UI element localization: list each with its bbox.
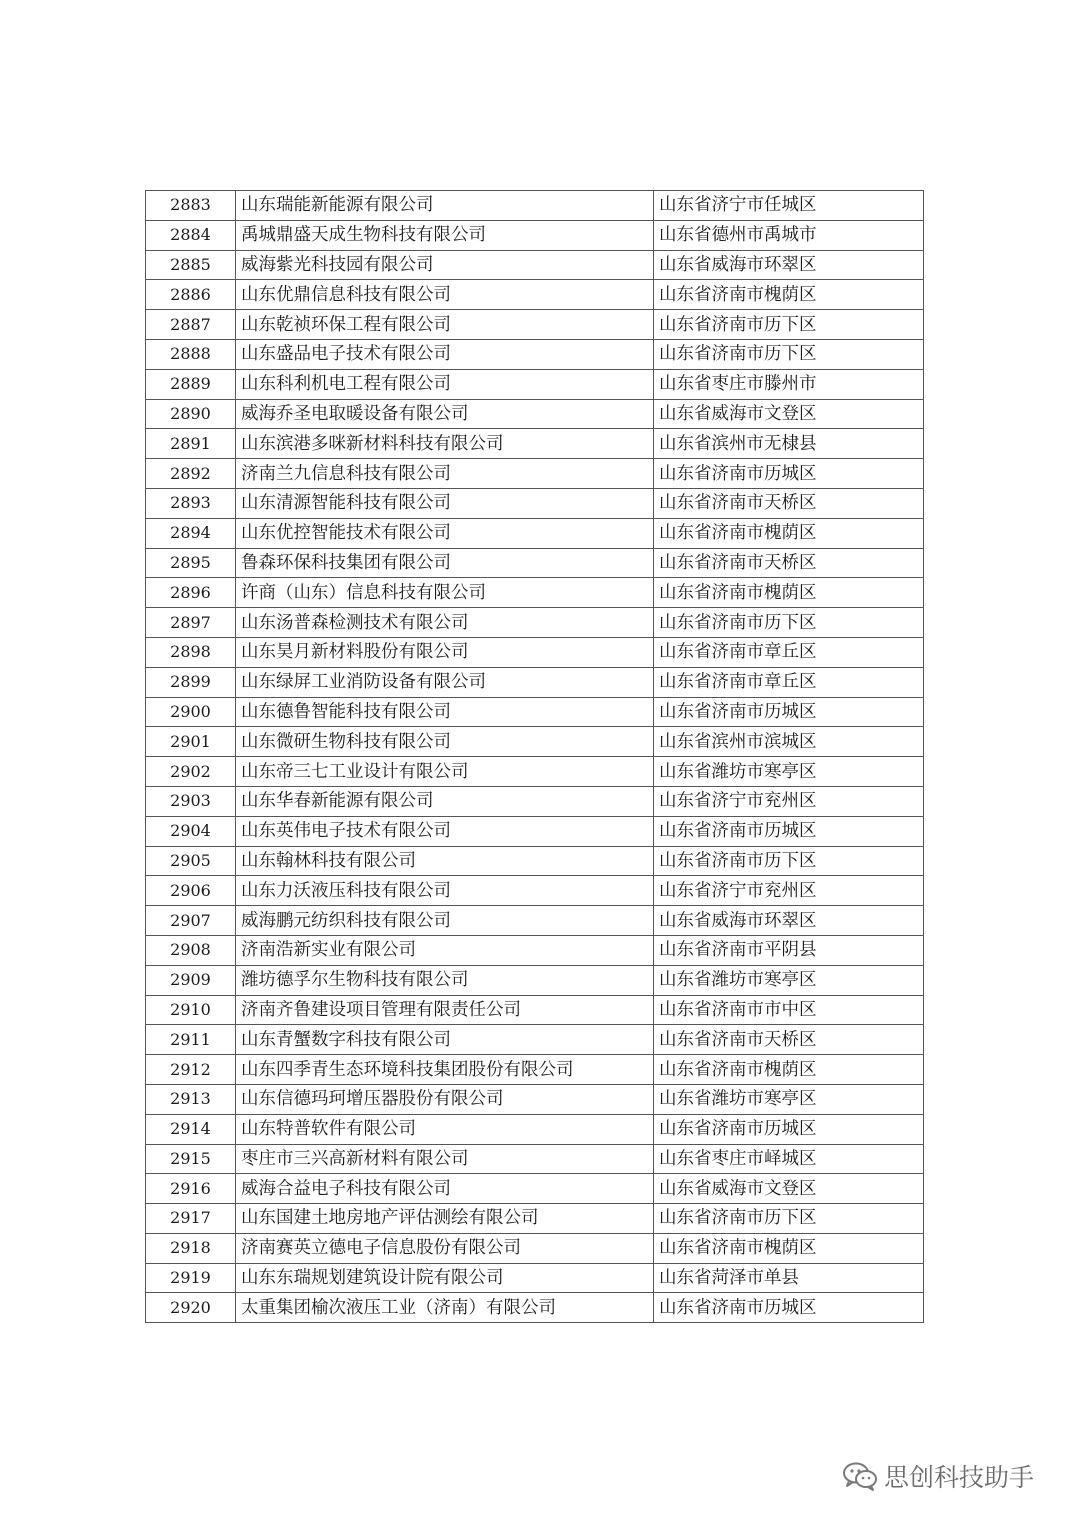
table-row bbox=[146, 578, 924, 608]
row-number: 2920 bbox=[146, 1293, 236, 1323]
row-number: 2904 bbox=[146, 816, 236, 846]
row-number: 2891 bbox=[146, 429, 236, 459]
table-row bbox=[146, 1233, 924, 1263]
table-row bbox=[146, 1055, 924, 1085]
company-name: 济南赛英立德电子信息股份有限公司 bbox=[236, 1233, 654, 1263]
row-number: 2902 bbox=[146, 757, 236, 787]
row-number: 2894 bbox=[146, 518, 236, 548]
company-name: 山东特普软件有限公司 bbox=[236, 1114, 654, 1144]
row-number: 2910 bbox=[146, 995, 236, 1025]
company-name: 山东滨港多咪新材料科技有限公司 bbox=[236, 429, 654, 459]
company-location: 山东省威海市文登区 bbox=[654, 399, 924, 429]
company-location: 山东省德州市禹城市 bbox=[654, 220, 924, 250]
table-row bbox=[146, 876, 924, 906]
row-number: 2916 bbox=[146, 1174, 236, 1204]
table-row bbox=[146, 965, 924, 995]
company-location: 山东省济南市历下区 bbox=[654, 310, 924, 340]
company-name: 鲁森环保科技集团有限公司 bbox=[236, 548, 654, 578]
company-name: 山东微研生物科技有限公司 bbox=[236, 727, 654, 757]
company-location: 山东省济南市历城区 bbox=[654, 1293, 924, 1323]
company-location: 山东省济宁市兖州区 bbox=[654, 876, 924, 906]
row-number: 2884 bbox=[146, 220, 236, 250]
company-name: 山东盛品电子技术有限公司 bbox=[236, 339, 654, 369]
company-location: 山东省滨州市无棣县 bbox=[654, 429, 924, 459]
row-number: 2885 bbox=[146, 250, 236, 280]
company-name: 山东力沃液压科技有限公司 bbox=[236, 876, 654, 906]
company-name: 威海鹏元纺织科技有限公司 bbox=[236, 906, 654, 936]
table-row bbox=[146, 399, 924, 429]
company-location: 山东省济南市市中区 bbox=[654, 995, 924, 1025]
row-number: 2903 bbox=[146, 786, 236, 816]
table-row bbox=[146, 429, 924, 459]
company-name: 许商（山东）信息科技有限公司 bbox=[236, 578, 654, 608]
table-row bbox=[146, 1204, 924, 1234]
table-row bbox=[146, 459, 924, 489]
company-location: 山东省潍坊市寒亭区 bbox=[654, 1084, 924, 1114]
wechat-icon bbox=[842, 1460, 878, 1492]
row-number: 2900 bbox=[146, 697, 236, 727]
company-name: 山东国建土地房地产评估测绘有限公司 bbox=[236, 1204, 654, 1234]
watermark-text: 思创科技助手 bbox=[884, 1463, 1035, 1492]
company-location: 山东省济南市槐荫区 bbox=[654, 518, 924, 548]
company-name: 山东科利机电工程有限公司 bbox=[236, 369, 654, 399]
company-name: 山东青蟹数字科技有限公司 bbox=[236, 1025, 654, 1055]
row-number: 2892 bbox=[146, 459, 236, 489]
company-location: 山东省枣庄市峄城区 bbox=[654, 1144, 924, 1174]
company-location: 山东省济南市历下区 bbox=[654, 339, 924, 369]
table-row bbox=[146, 220, 924, 250]
table-row bbox=[146, 339, 924, 369]
company-location: 山东省济南市槐荫区 bbox=[654, 1055, 924, 1085]
company-name: 威海乔圣电取暖设备有限公司 bbox=[236, 399, 654, 429]
company-location: 山东省潍坊市寒亭区 bbox=[654, 757, 924, 787]
table-row bbox=[146, 786, 924, 816]
company-name: 山东四季青生态环境科技集团股份有限公司 bbox=[236, 1055, 654, 1085]
table-row bbox=[146, 906, 924, 936]
table-row bbox=[146, 846, 924, 876]
company-name: 山东汤普森检测技术有限公司 bbox=[236, 608, 654, 638]
table-row bbox=[146, 1293, 924, 1323]
company-location: 山东省济南市历城区 bbox=[654, 1114, 924, 1144]
company-location: 山东省济南市平阴县 bbox=[654, 935, 924, 965]
company-name: 济南齐鲁建设项目管理有限责任公司 bbox=[236, 995, 654, 1025]
company-location: 山东省济宁市兖州区 bbox=[654, 786, 924, 816]
company-location: 山东省济南市章丘区 bbox=[654, 667, 924, 697]
company-location: 山东省威海市文登区 bbox=[654, 1174, 924, 1204]
row-number: 2895 bbox=[146, 548, 236, 578]
table-row bbox=[146, 1174, 924, 1204]
company-location: 山东省济南市槐荫区 bbox=[654, 280, 924, 310]
company-name: 山东优控智能技术有限公司 bbox=[236, 518, 654, 548]
company-name: 山东东瑞规划建筑设计院有限公司 bbox=[236, 1263, 654, 1293]
company-location: 山东省济南市天桥区 bbox=[654, 548, 924, 578]
company-location: 山东省枣庄市滕州市 bbox=[654, 369, 924, 399]
row-number: 2919 bbox=[146, 1263, 236, 1293]
table-row bbox=[146, 280, 924, 310]
company-name: 威海紫光科技园有限公司 bbox=[236, 250, 654, 280]
company-name: 济南浩新实业有限公司 bbox=[236, 935, 654, 965]
company-name: 济南兰九信息科技有限公司 bbox=[236, 459, 654, 489]
company-location: 山东省济南市历下区 bbox=[654, 1204, 924, 1234]
table-body bbox=[146, 191, 924, 1323]
table-row bbox=[146, 727, 924, 757]
row-number: 2901 bbox=[146, 727, 236, 757]
company-location: 山东省济南市章丘区 bbox=[654, 637, 924, 667]
company-location: 山东省济南市历城区 bbox=[654, 459, 924, 489]
company-name: 山东瑞能新能源有限公司 bbox=[236, 191, 654, 221]
company-location: 山东省济南市历下区 bbox=[654, 608, 924, 638]
row-number: 2890 bbox=[146, 399, 236, 429]
company-name: 威海合益电子科技有限公司 bbox=[236, 1174, 654, 1204]
row-number: 2898 bbox=[146, 637, 236, 667]
company-location: 山东省济南市历城区 bbox=[654, 697, 924, 727]
row-number: 2899 bbox=[146, 667, 236, 697]
table-row bbox=[146, 995, 924, 1025]
company-location: 山东省济南市历下区 bbox=[654, 846, 924, 876]
table-row bbox=[146, 518, 924, 548]
company-location: 山东省济南市历城区 bbox=[654, 816, 924, 846]
row-number: 2897 bbox=[146, 608, 236, 638]
row-number: 2915 bbox=[146, 1144, 236, 1174]
row-number: 2887 bbox=[146, 310, 236, 340]
company-location: 山东省威海市环翠区 bbox=[654, 250, 924, 280]
table-row bbox=[146, 310, 924, 340]
company-name: 山东乾祯环保工程有限公司 bbox=[236, 310, 654, 340]
company-name: 山东优鼎信息科技有限公司 bbox=[236, 280, 654, 310]
company-name: 山东绿屏工业消防设备有限公司 bbox=[236, 667, 654, 697]
table-row bbox=[146, 191, 924, 221]
company-name: 山东帝三七工业设计有限公司 bbox=[236, 757, 654, 787]
table-row bbox=[146, 369, 924, 399]
row-number: 2883 bbox=[146, 191, 236, 221]
watermark bbox=[842, 1458, 1034, 1494]
row-number: 2911 bbox=[146, 1025, 236, 1055]
company-name: 禹城鼎盛天成生物科技有限公司 bbox=[236, 220, 654, 250]
table-row bbox=[146, 667, 924, 697]
company-name: 山东英伟电子技术有限公司 bbox=[236, 816, 654, 846]
row-number: 2914 bbox=[146, 1114, 236, 1144]
table-row bbox=[146, 697, 924, 727]
company-location: 山东省济宁市任城区 bbox=[654, 191, 924, 221]
row-number: 2918 bbox=[146, 1233, 236, 1263]
table-row bbox=[146, 250, 924, 280]
row-number: 2889 bbox=[146, 369, 236, 399]
company-table bbox=[145, 190, 924, 1323]
table-row bbox=[146, 608, 924, 638]
table-row bbox=[146, 935, 924, 965]
table-row bbox=[146, 548, 924, 578]
row-number: 2913 bbox=[146, 1084, 236, 1114]
table-row bbox=[146, 488, 924, 518]
row-number: 2905 bbox=[146, 846, 236, 876]
table-row bbox=[146, 1084, 924, 1114]
company-name: 山东信德玛珂增压器股份有限公司 bbox=[236, 1084, 654, 1114]
company-location: 山东省济南市槐荫区 bbox=[654, 578, 924, 608]
company-location: 山东省威海市环翠区 bbox=[654, 906, 924, 936]
company-name: 山东清源智能科技有限公司 bbox=[236, 488, 654, 518]
table-row bbox=[146, 1263, 924, 1293]
company-name: 山东德鲁智能科技有限公司 bbox=[236, 697, 654, 727]
row-number: 2888 bbox=[146, 339, 236, 369]
company-location: 山东省济南市槐荫区 bbox=[654, 1233, 924, 1263]
company-name: 太重集团榆次液压工业（济南）有限公司 bbox=[236, 1293, 654, 1323]
row-number: 2908 bbox=[146, 935, 236, 965]
company-location: 山东省潍坊市寒亭区 bbox=[654, 965, 924, 995]
company-name: 潍坊德孚尔生物科技有限公司 bbox=[236, 965, 654, 995]
company-name: 山东华春新能源有限公司 bbox=[236, 786, 654, 816]
table-row bbox=[146, 1025, 924, 1055]
table-row bbox=[146, 637, 924, 667]
row-number: 2896 bbox=[146, 578, 236, 608]
row-number: 2912 bbox=[146, 1055, 236, 1085]
row-number: 2917 bbox=[146, 1204, 236, 1234]
company-location: 山东省滨州市滨城区 bbox=[654, 727, 924, 757]
table-row bbox=[146, 1144, 924, 1174]
company-name: 山东昊月新材料股份有限公司 bbox=[236, 637, 654, 667]
company-location: 山东省济南市天桥区 bbox=[654, 1025, 924, 1055]
company-location: 山东省菏泽市单县 bbox=[654, 1263, 924, 1293]
table-row bbox=[146, 757, 924, 787]
row-number: 2907 bbox=[146, 906, 236, 936]
company-name: 山东翰林科技有限公司 bbox=[236, 846, 654, 876]
row-number: 2909 bbox=[146, 965, 236, 995]
table-row bbox=[146, 816, 924, 846]
row-number: 2893 bbox=[146, 488, 236, 518]
company-name: 枣庄市三兴高新材料有限公司 bbox=[236, 1144, 654, 1174]
company-location: 山东省济南市天桥区 bbox=[654, 488, 924, 518]
row-number: 2906 bbox=[146, 876, 236, 906]
row-number: 2886 bbox=[146, 280, 236, 310]
table-row bbox=[146, 1114, 924, 1144]
